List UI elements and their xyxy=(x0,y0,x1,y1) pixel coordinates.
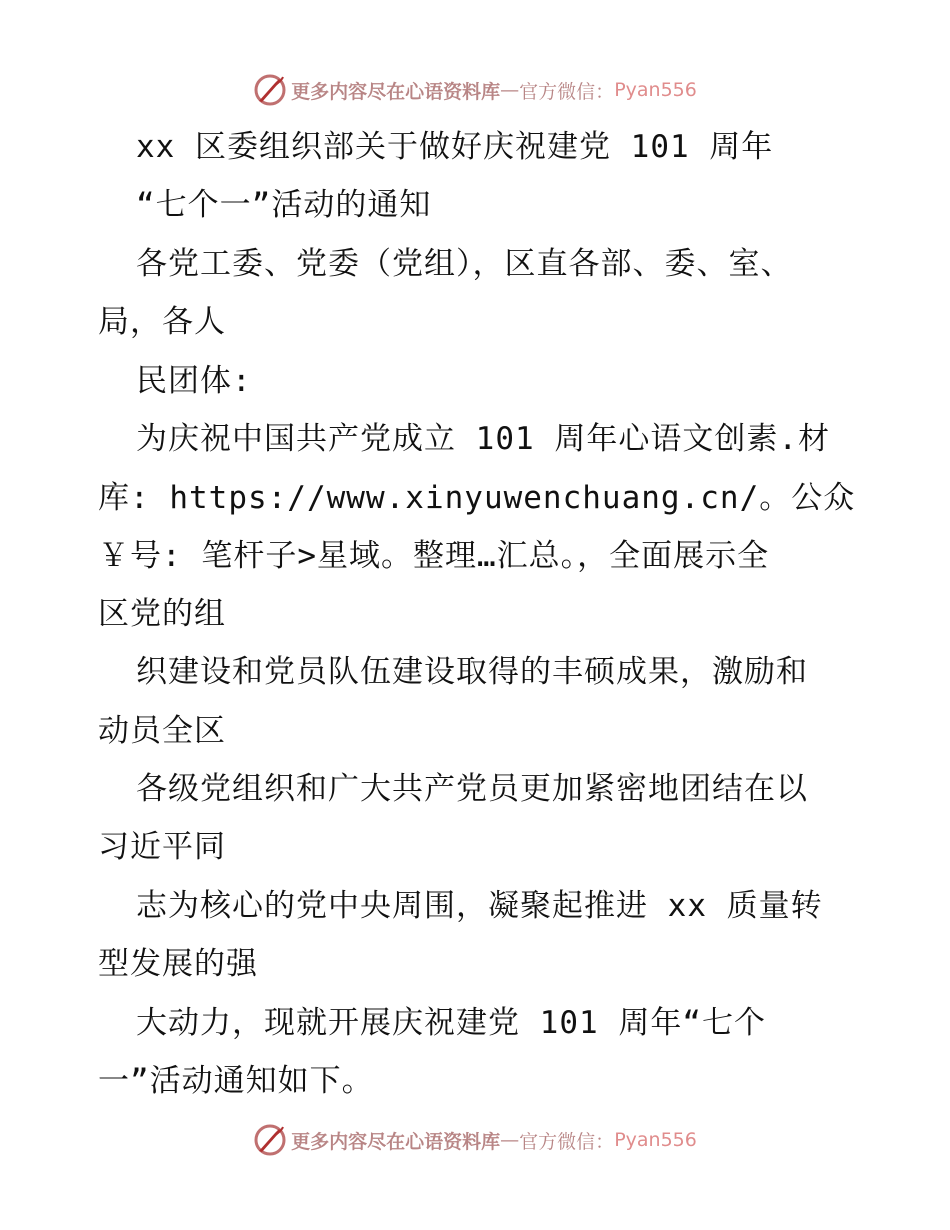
paragraph-line: 库: https://www.xinyuwenchuang.cn/。公众 xyxy=(98,480,856,516)
banner-contact-id: Pyan556 xyxy=(614,79,697,101)
banner-separator: — xyxy=(500,1129,520,1151)
paragraph-line: ￥号: 笔杆子>星域。整理…汇总。，全面展示全 xyxy=(98,538,770,574)
header-banner xyxy=(0,70,950,110)
paragraph-line: 动员全区 xyxy=(98,713,226,749)
footer-banner xyxy=(0,1120,950,1160)
paragraph-line: 各党工委、党委（党组），区直各部、委、室、 xyxy=(136,246,793,282)
paragraph-line: 习近平同 xyxy=(98,829,226,865)
banner-separator: — xyxy=(500,79,520,101)
paragraph-line: 型发展的强 xyxy=(98,946,258,982)
paragraph-line: 志为核心的党中央周围，凝聚起推进 xx 质量转 xyxy=(136,888,823,924)
paragraph-line: 各级党组织和广大共产党员更加紧密地团结在以 xyxy=(136,771,808,807)
banner-brand-text: 更多内容尽在心语资料库 xyxy=(291,80,501,103)
document-title-line-1: xx 区委组织部关于做好庆祝建党 101 周年 xyxy=(136,129,774,165)
banner-contact-id: Pyan556 xyxy=(614,1129,697,1151)
banner-brand-text: 更多内容尽在心语资料库 xyxy=(291,1130,501,1153)
paragraph-line: 大动力，现就开展庆祝建党 101 周年“七个 xyxy=(136,1005,766,1041)
document-title-line-2: “七个一”活动的通知 xyxy=(136,187,432,223)
banner-contact-label: 官方微信： xyxy=(519,1130,615,1153)
paragraph-line: 一”活动通知如下。 xyxy=(98,1063,374,1099)
paragraph-line: 局，各人 xyxy=(98,304,226,340)
quill-pen-icon xyxy=(253,1123,287,1157)
banner-contact-label: 官方微信： xyxy=(519,80,615,103)
paragraph-line: 民团体: xyxy=(136,363,252,399)
paragraph-line: 区党的组 xyxy=(98,596,226,632)
quill-pen-icon xyxy=(253,73,287,107)
paragraph-line: 为庆祝中国共产党成立 101 周年心语文创素.材 xyxy=(136,421,830,457)
paragraph-line: 织建设和党员队伍建设取得的丰硕成果，激励和 xyxy=(136,654,808,690)
